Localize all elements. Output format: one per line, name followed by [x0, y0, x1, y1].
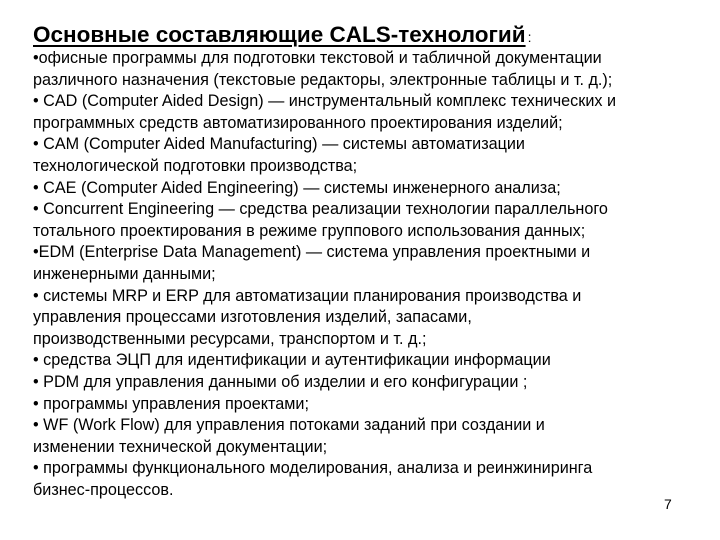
slide-title [33, 22, 531, 48]
bullet-item-pdm: • PDM для управления данными об изделии и его конфигурации ; [33, 372, 528, 391]
bullet-item-mrp-erp: • системы MRP и ERP для автоматизации планирования производства и управления процессами изготовления изделий, запасами, производственными ресурсами, транспортом и т. д.; [33, 286, 582, 348]
page-number: 7 [664, 496, 672, 512]
bullet-item-cam: • CAM (Computer Aided Manufacturing) — системы автоматизации технологической подготовки производства; [33, 135, 525, 175]
bullet-item-cae: • CAE (Computer Aided Engineering) — системы инженерного анализа; [33, 178, 561, 197]
bullet-list [33, 48, 693, 501]
slide-title-text: Основные составляющие CALS-технологий [33, 22, 526, 47]
bullet-item-cad: • CAD (Computer Aided Design) — инструментальный комплекс технических и программных средств автоматизированного проектирования изделий; [33, 92, 616, 132]
bullet-item-digital-signature: • средства ЭЦП для идентификации и аутентификации информации [33, 351, 551, 370]
bullet-item-office-software: •офисные программы для подготовки текстовой и табличной документации различного назначения (текстовые редакторы, электронные таблицы и т. д.); [33, 49, 613, 89]
bullet-item-project-management: • программы управления проектами; [33, 394, 309, 413]
bullet-item-concurrent-engineering: • Concurrent Engineering — средства реализации технологии параллельного тотального проектирования в режиме группового использования данных; [33, 200, 608, 240]
bullet-item-functional-modeling: • программы функционального моделирования, анализа и реинжиниринга бизнес-процессов. [33, 459, 593, 499]
bullet-item-edm: •EDM (Enterprise Data Management) — система управления проектными и инженерными данными; [33, 243, 591, 283]
slide-title-colon: : [527, 29, 532, 45]
bullet-item-workflow: • WF (Work Flow) для управления потоками заданий при создании и изменении технической документации; [33, 416, 545, 456]
